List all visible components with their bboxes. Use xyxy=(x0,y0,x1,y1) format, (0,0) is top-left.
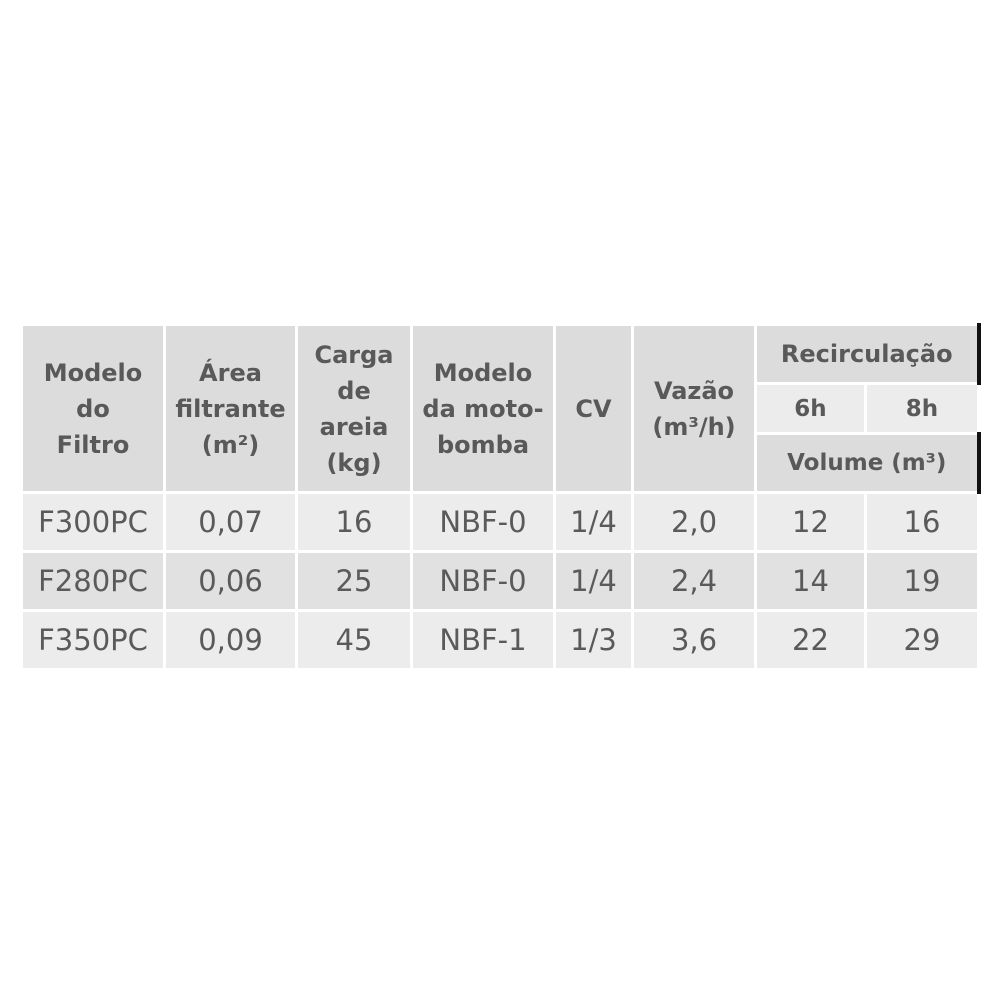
header-volume-label: Volume (m³) xyxy=(787,450,947,476)
header-flow xyxy=(633,325,756,493)
header-pump-label: Modelo da moto- bomba xyxy=(422,358,544,459)
cell-flow: 2,4 xyxy=(633,552,756,611)
cell-flow: 3,6 xyxy=(633,611,756,670)
cell-volume-6h: 22 xyxy=(756,611,866,670)
header-6h-label: 6h xyxy=(794,395,827,422)
cell-volume-8h: 16 xyxy=(866,493,979,552)
header-cv-label: CV xyxy=(575,394,612,423)
header-model-label: Modelo do Filtro xyxy=(43,358,143,459)
cell-pump: NBF-0 xyxy=(412,552,555,611)
cell-sand: 16 xyxy=(297,493,412,552)
header-model xyxy=(22,325,165,493)
table-row xyxy=(22,611,979,670)
header-6h xyxy=(756,384,866,434)
cell-sand: 45 xyxy=(297,611,412,670)
filter-spec-table xyxy=(20,323,981,671)
header-8h xyxy=(866,384,979,434)
header-cv xyxy=(555,325,633,493)
header-pump xyxy=(412,325,555,493)
cell-model: F350PC xyxy=(22,611,165,670)
cell-model: F280PC xyxy=(22,552,165,611)
cell-volume-6h: 14 xyxy=(756,552,866,611)
cell-cv: 1/3 xyxy=(555,611,633,670)
cell-area: 0,06 xyxy=(165,552,297,611)
cell-sand: 25 xyxy=(297,552,412,611)
cell-model: F300PC xyxy=(22,493,165,552)
cell-cv: 1/4 xyxy=(555,493,633,552)
header-area xyxy=(165,325,297,493)
cell-flow: 2,0 xyxy=(633,493,756,552)
header-sand xyxy=(297,325,412,493)
cell-cv: 1/4 xyxy=(555,552,633,611)
cell-volume-8h: 19 xyxy=(866,552,979,611)
header-area-label: Área filtrante (m²) xyxy=(175,358,286,459)
cell-volume-8h: 29 xyxy=(866,611,979,670)
table-row xyxy=(22,552,979,611)
cell-area: 0,09 xyxy=(165,611,297,670)
cell-volume-6h: 12 xyxy=(756,493,866,552)
header-8h-label: 8h xyxy=(905,395,939,422)
header-recirculation xyxy=(756,325,979,384)
header-volume xyxy=(756,434,979,493)
header-recirculation-label: Recirculação xyxy=(780,340,953,368)
cell-pump: NBF-0 xyxy=(412,493,555,552)
cell-area: 0,07 xyxy=(165,493,297,552)
cell-pump: NBF-1 xyxy=(412,611,555,670)
header-flow-label: Vazão (m³/h) xyxy=(652,376,736,441)
header-sand-label: Carga de areia (kg) xyxy=(314,340,394,477)
table-row xyxy=(22,493,979,552)
